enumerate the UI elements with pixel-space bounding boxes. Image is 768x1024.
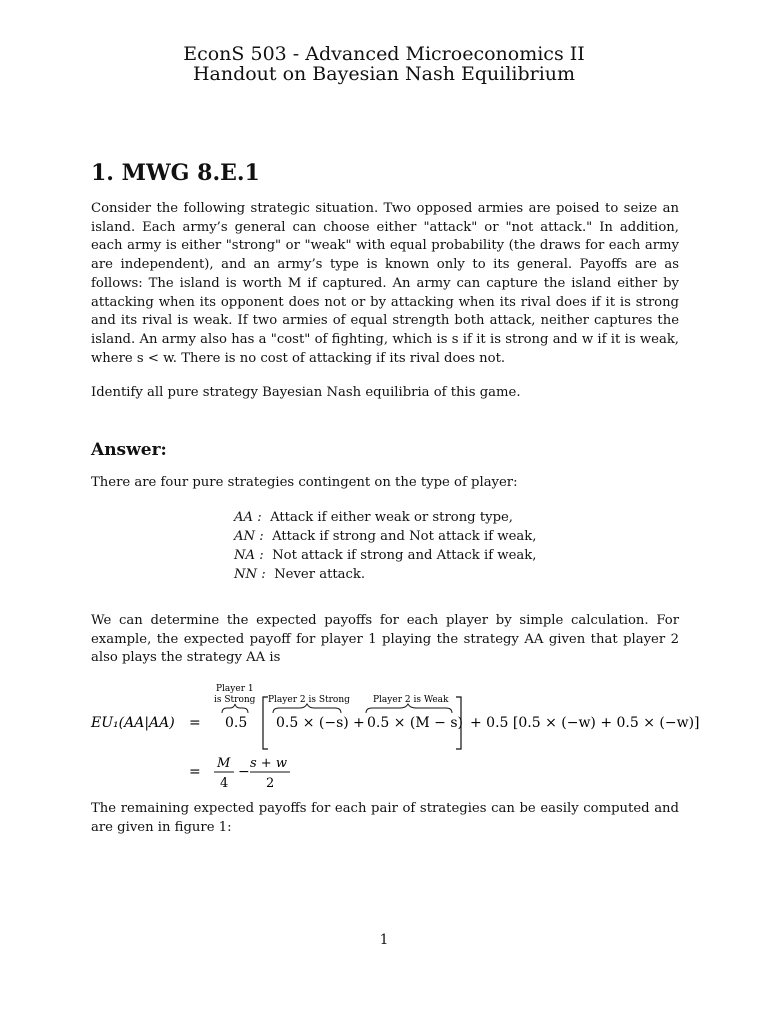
problem-paragraph: Consider the following strategic situation. Two opposed armies are poised to seize an island. Each army’s general can choose either "attack" or "not attack." In addition, each army is either "strong" or "weak" with equal probability (the draws for each army are independent), and an army’s type is known only to its general. Payoffs are as follows: The island is worth M if captured. An army can capture the island either by attacking when its opponent does not or by attacking when its rival does if it is strong and its rival is weak. If two armies of equal strength both attack, neither captures the island. An army also has a "cost" of fighting, which is s if it is strong and w if it is weak, where s < w. There is no cost of attacking if its rival does not. xyxy=(91,201,679,366)
problem-question: Identify all pure strategy Bayesian Nash equilibria of this game. xyxy=(91,385,521,400)
fraction-2-numerator: s + w xyxy=(250,756,287,771)
equation-lhs: EU₁(AA|AA) xyxy=(91,715,175,731)
strategy-description: Not attack if strong and Attack if weak, xyxy=(272,548,537,563)
equation-coefficient: 0.5 xyxy=(225,715,248,731)
strategy-item xyxy=(234,508,536,527)
strategy-item xyxy=(234,565,536,584)
remaining-payoffs-paragraph: The remaining expected payoffs for each pair of strategies can be easily computed and are given in figure 1: xyxy=(91,801,679,835)
answer-heading: Answer: xyxy=(91,440,167,460)
equation-equals-2: = xyxy=(189,764,201,780)
document-title-line-2: Handout on Bayesian Nash Equilibrium xyxy=(192,63,576,85)
strategy-item xyxy=(234,527,536,546)
brace-label-player2-weak: Player 2 is Weak xyxy=(373,695,449,705)
strategy-description: Never attack. xyxy=(274,567,366,582)
strategy-description: Attack if strong and Not attack if weak, xyxy=(272,529,537,544)
expected-payoff-paragraph: We can determine the expected payoffs for each player by simple calculation. For example, the expected payoff for player 1 playing the strategy AA given that player 2 also plays the strategy AA is xyxy=(91,613,679,666)
equation-term-1: 0.5 × (−s) xyxy=(276,715,349,731)
equation-minus: − xyxy=(238,764,250,780)
overbrace-player2-weak xyxy=(366,704,452,713)
strategy-list xyxy=(234,508,536,584)
strategy-code: AN : xyxy=(234,529,264,544)
answer-intro: There are four pure strategies contingent on the type of player: xyxy=(91,475,518,490)
equation-term-2: 0.5 × (M − s) xyxy=(367,715,463,731)
brace-label-player1: Player 1 xyxy=(216,684,254,694)
overbrace-player2-strong xyxy=(273,704,341,713)
page-number: 1 xyxy=(379,932,389,948)
equation-equals-1: = xyxy=(189,715,201,731)
strategy-code: NA : xyxy=(234,548,264,563)
strategy-item xyxy=(234,546,536,565)
brace-label-strong: is Strong xyxy=(214,695,256,705)
equation-plus: + xyxy=(353,715,365,731)
fraction-1-numerator: M xyxy=(217,756,231,771)
document-title-line-1: EconS 503 - Advanced Microeconomics II xyxy=(183,43,585,65)
strategy-code: AA : xyxy=(234,510,262,525)
strategy-description: Attack if either weak or strong type, xyxy=(270,510,514,525)
equation-tail: + 0.5 [0.5 × (−w) + 0.5 × (−w)] xyxy=(470,715,700,731)
overbrace-player1 xyxy=(222,704,248,713)
strategy-code: NN : xyxy=(234,567,266,582)
fraction-1-denominator: 4 xyxy=(220,776,229,791)
expected-payoff-equation xyxy=(0,675,768,795)
fraction-2-denominator: 2 xyxy=(266,776,275,791)
section-heading: 1. MWG 8.E.1 xyxy=(91,160,260,186)
brace-label-player2-strong: Player 2 is Strong xyxy=(268,695,350,705)
